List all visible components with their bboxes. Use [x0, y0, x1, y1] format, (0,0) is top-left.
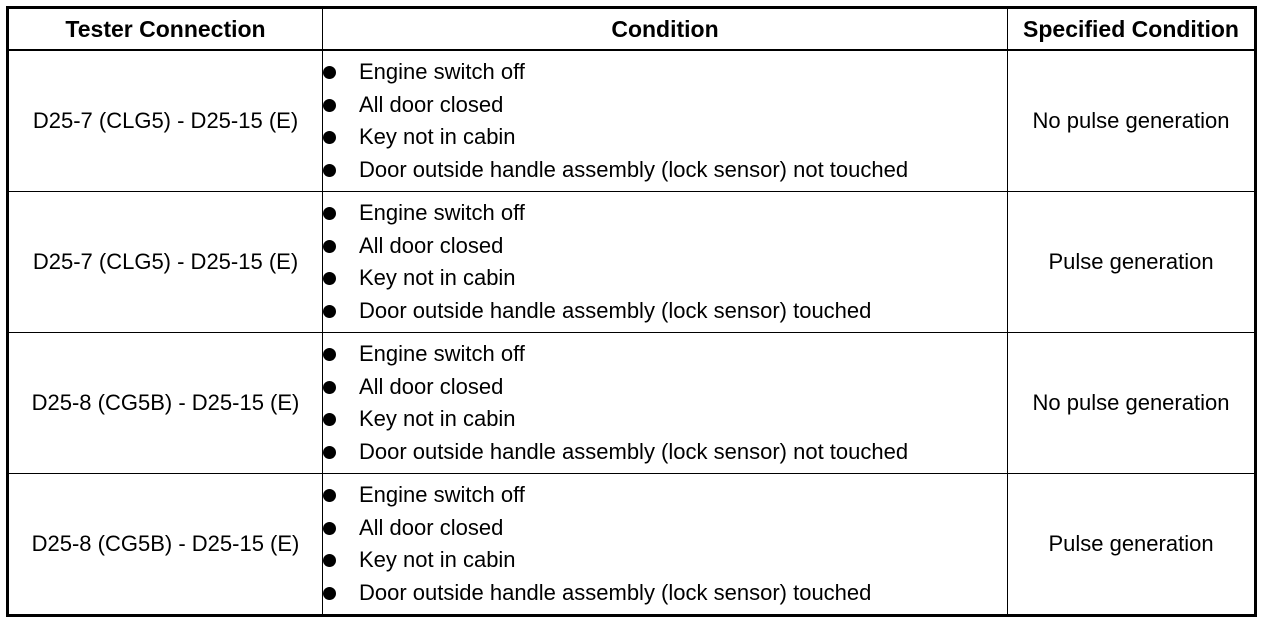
condition-text: All door closed — [359, 514, 504, 540]
header-specified-condition: Specified Condition — [1008, 8, 1256, 51]
table-row — [8, 474, 1256, 616]
bullet-icon — [323, 554, 336, 567]
condition-text: Engine switch off — [359, 341, 525, 366]
condition-text: Key not in cabin — [359, 265, 516, 290]
condition-text: Engine switch off — [359, 200, 525, 225]
condition-text: All door closed — [359, 91, 504, 117]
condition-list — [323, 338, 1007, 468]
condition-item — [323, 436, 1007, 469]
condition-item — [323, 544, 1007, 577]
bullet-icon — [323, 413, 336, 426]
condition-item — [323, 89, 1007, 122]
condition-cell — [323, 333, 1008, 474]
bullet-icon — [323, 272, 336, 285]
condition-text: Key not in cabin — [359, 406, 516, 431]
condition-text: Key not in cabin — [359, 124, 516, 149]
specified-condition-cell: No pulse generation — [1008, 333, 1256, 474]
condition-text: Engine switch off — [359, 59, 525, 84]
bullet-icon — [323, 489, 336, 502]
table-row — [8, 333, 1256, 474]
specified-condition-cell: Pulse generation — [1008, 474, 1256, 616]
tester-connection-cell: D25-7 (CLG5) - D25-15 (E) — [8, 192, 323, 333]
bullet-icon — [323, 66, 336, 79]
condition-item — [323, 230, 1007, 263]
condition-item — [323, 512, 1007, 545]
header-tester-connection: Tester Connection — [8, 8, 323, 51]
condition-text: Key not in cabin — [359, 547, 516, 572]
inspection-table — [6, 6, 1257, 617]
condition-list — [323, 56, 1007, 186]
condition-text: Door outside handle assembly (lock sensor) not touched — [359, 156, 909, 182]
table-row — [8, 50, 1256, 192]
condition-item — [323, 371, 1007, 404]
bullet-icon — [323, 522, 336, 535]
bullet-icon — [323, 99, 336, 112]
bullet-icon — [323, 207, 336, 220]
specified-condition-cell: No pulse generation — [1008, 50, 1256, 192]
condition-text: Door outside handle assembly (lock sensor) touched — [359, 297, 872, 323]
condition-text: Engine switch off — [359, 482, 525, 507]
condition-item — [323, 577, 1007, 610]
table-row — [8, 192, 1256, 333]
condition-cell — [323, 192, 1008, 333]
bullet-icon — [323, 381, 336, 394]
condition-item — [323, 197, 1007, 230]
condition-text: Door outside handle assembly (lock sensor) touched — [359, 579, 872, 605]
condition-cell — [323, 50, 1008, 192]
bullet-icon — [323, 587, 336, 600]
tester-connection-cell: D25-8 (CG5B) - D25-15 (E) — [8, 474, 323, 616]
condition-item — [323, 262, 1007, 295]
bullet-icon — [323, 240, 336, 253]
condition-item — [323, 121, 1007, 154]
condition-item — [323, 154, 1007, 187]
header-row — [8, 8, 1256, 51]
header-condition: Condition — [323, 8, 1008, 51]
condition-text: All door closed — [359, 373, 504, 399]
specified-condition-cell: Pulse generation — [1008, 192, 1256, 333]
bullet-icon — [323, 131, 336, 144]
condition-cell — [323, 474, 1008, 616]
condition-text: All door closed — [359, 232, 504, 258]
bullet-icon — [323, 348, 336, 361]
bullet-icon — [323, 305, 336, 318]
condition-text: Door outside handle assembly (lock sensor) not touched — [359, 438, 909, 464]
condition-item — [323, 403, 1007, 436]
condition-item — [323, 295, 1007, 328]
condition-list — [323, 197, 1007, 327]
tester-connection-cell: D25-7 (CLG5) - D25-15 (E) — [8, 50, 323, 192]
condition-item — [323, 338, 1007, 371]
condition-item — [323, 479, 1007, 512]
bullet-icon — [323, 446, 336, 459]
bullet-icon — [323, 164, 336, 177]
tester-connection-cell: D25-8 (CG5B) - D25-15 (E) — [8, 333, 323, 474]
condition-item — [323, 56, 1007, 89]
condition-list — [323, 479, 1007, 609]
